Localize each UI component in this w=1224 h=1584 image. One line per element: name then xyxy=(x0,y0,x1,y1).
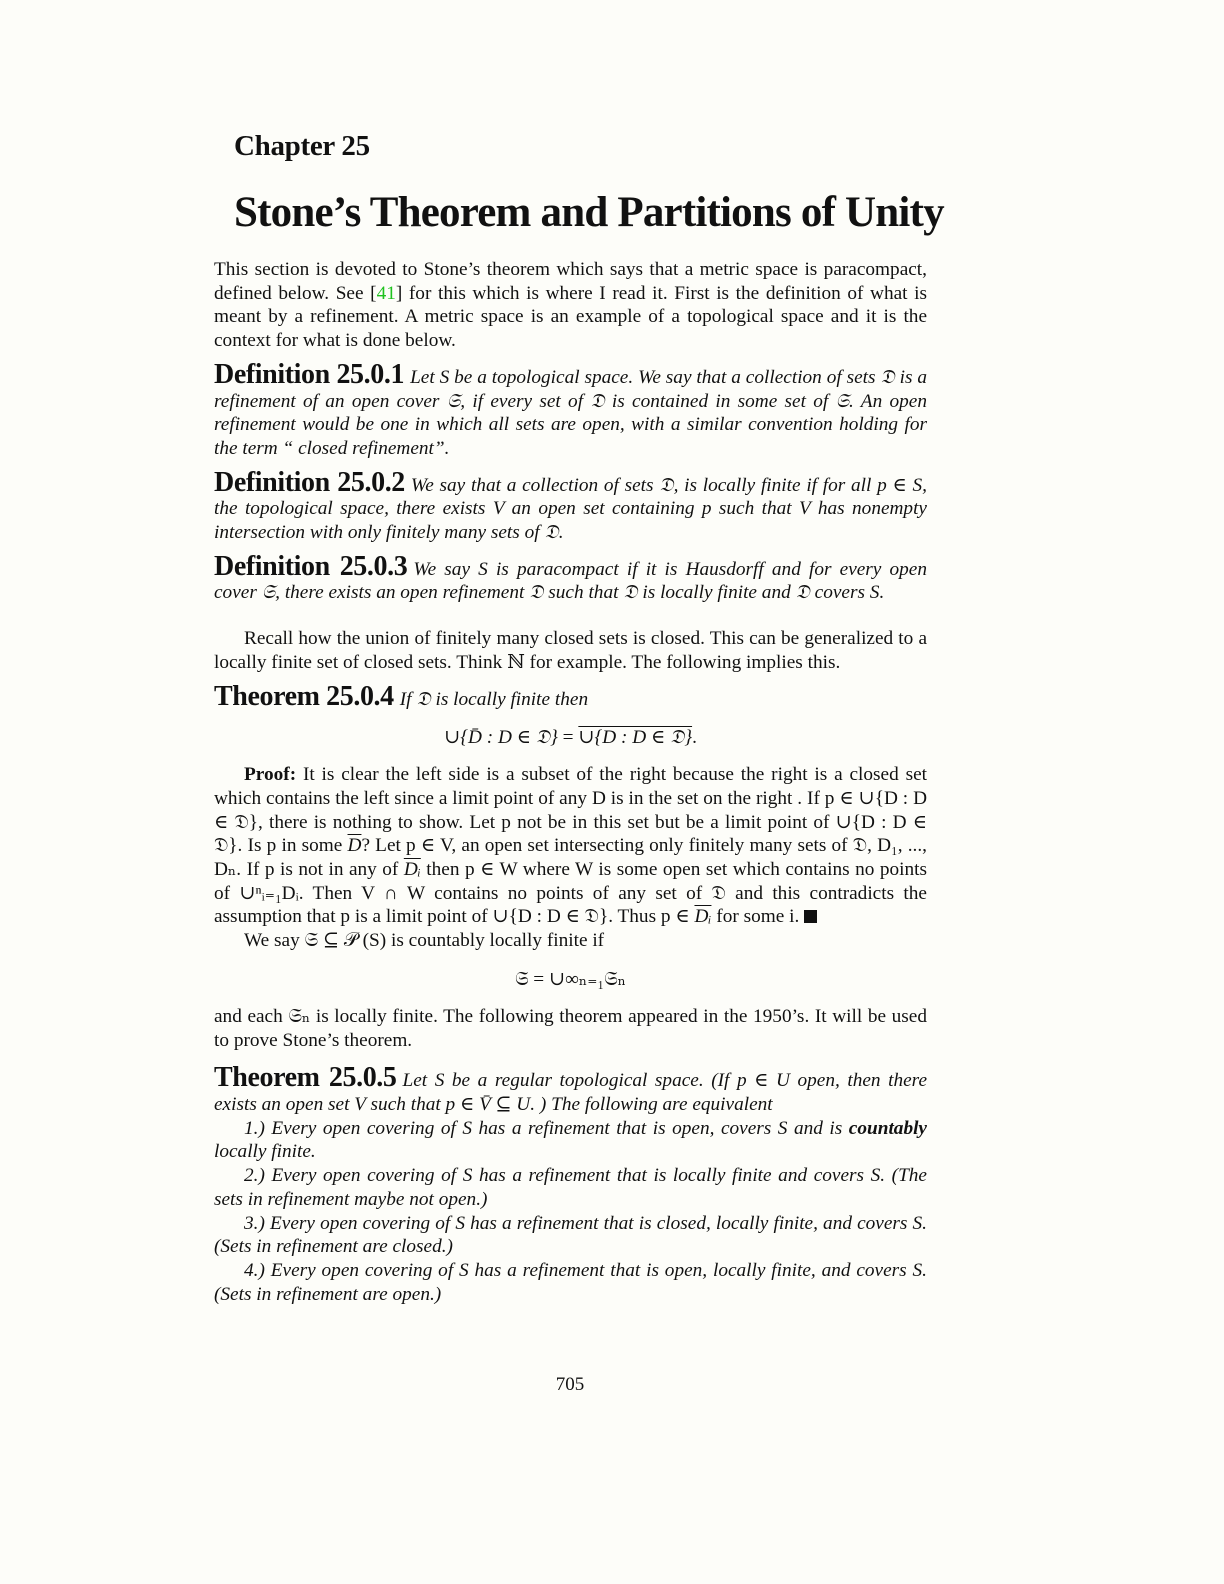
theorem-25-0-4: Theorem 25.0.4 If 𝔇 is locally finite then xyxy=(214,680,589,712)
proof-label: Proof: xyxy=(244,764,297,786)
qed-square-icon xyxy=(804,910,817,923)
recall-paragraph: Recall how the union of finitely many closed sets is closed. This can be generalized to a locally finite set of closed sets. Think ℕ for example. The following implies this. xyxy=(214,628,927,673)
countably-paragraph: We say 𝔖 ⊆ 𝒫 (S) is countably locally finite if xyxy=(244,930,605,952)
page-body xyxy=(214,258,927,1306)
citation-link[interactable]: 41 xyxy=(376,282,396,304)
chapter-title: Stone’s Theorem and Partitions of Unity xyxy=(234,189,944,236)
definition-1: Definition 25.0.1 Let S be a topological space. We say that a collection of sets 𝔇 is a refinement of an open cover 𝔖, if every set of 𝔇 is contained in some set of 𝔖. An open refinement would be one in which all sets are open, with a similar convention holding for the term “ closed refinement”. xyxy=(214,358,927,459)
countably-equation: 𝔖 = ∪∞ₙ₌₁𝔖ₙ xyxy=(514,968,627,990)
page-number: 705 xyxy=(555,1374,585,1395)
theorem-item-2: 2.) Every open covering of S has a refinement that is locally finite and covers S. (The sets in refinement maybe not open.) xyxy=(214,1165,927,1210)
countably-after: and each 𝔖ₙ is locally finite. The following theorem appeared in the 1950’s. It will be used to prove Stone’s theorem. xyxy=(214,1005,927,1051)
definition-2: Definition 25.0.2 We say that a collection of sets 𝔇, is locally finite if for all p ∈ S, the topological space, there exists V an open set containing p such that V has nonempty intersection with only finitely many sets of 𝔇. xyxy=(214,466,927,544)
theorem-heading: Theorem 25.0.5 xyxy=(214,1062,397,1094)
definition-heading: Definition 25.0.2 xyxy=(214,466,405,498)
theorem-item-4: 4.) Every open covering of S has a refinement that is open, locally finite, and covers S. (Sets in refinement are open.) xyxy=(214,1259,927,1305)
chapter-label: Chapter 25 xyxy=(234,130,370,162)
definition-3: Definition 25.0.3 We say S is paracompact if it is Hausdorff and for every open cover 𝔖, there exists an open refinement 𝔇 such that 𝔇 is locally finite and 𝔇 covers S. xyxy=(214,550,927,604)
intro-paragraph: This section is devoted to Stone’s theorem which says that a metric space is paracompact, defined below. See [41] for this which is where I read it. First is the definition of what is meant by a refinement. A metric space is an example of a topological space and it is the context for what is done below. xyxy=(214,259,927,352)
theorem-equation: ∪{D̄ : D ∈ 𝔇} = ∪{D : D ∈ 𝔇}. xyxy=(444,727,697,749)
proof-paragraph: Proof: It is clear the left side is a subset of the right because the right is a closed set which contains the left since a limit point of any D is in the set on the right . If p ∈ ∪{D : D ∈ 𝔇}, there is nothing to show. Let p not be in this set but be a limit point of ∪{D : D ∈ 𝔇}. Is p in some $\overline{D}$? Let p ∈ V, an open set intersecting only finitely many sets of 𝔇, D₁, ..., Dₙ. If p is not in any of $\overline{Dᵢ}$ then p ∈ W where W is some open set which contains no points of ∪ⁿᵢ₌₁Dᵢ. Then V ∩ W contains no points of any set of 𝔇 and this contradicts the assumption that p is a limit point of ∪{D : D ∈ 𝔇}. Thus p ∈ $\overline{Dᵢ}$ for some i. xyxy=(214,764,928,928)
theorem-item-1: 1.) Every open covering of S has a refinement that is open, covers S and is countably locally finite. xyxy=(214,1117,927,1163)
theorem-item-3: 3.) Every open covering of S has a refinement that is closed, locally finite, and covers S. (Sets in refinement are closed.) xyxy=(214,1212,927,1258)
theorem-25-0-5: Theorem 25.0.5 Let S be a regular topological space. (If p ∈ U open, then there exists an open set V such that p ∈ V̄ ⊆ U. ) The following are equivalent xyxy=(214,1062,927,1115)
definition-heading: Definition 25.0.1 xyxy=(214,358,405,390)
theorem-heading: Theorem 25.0.4 xyxy=(214,680,394,712)
definition-heading: Definition 25.0.3 xyxy=(214,550,408,582)
